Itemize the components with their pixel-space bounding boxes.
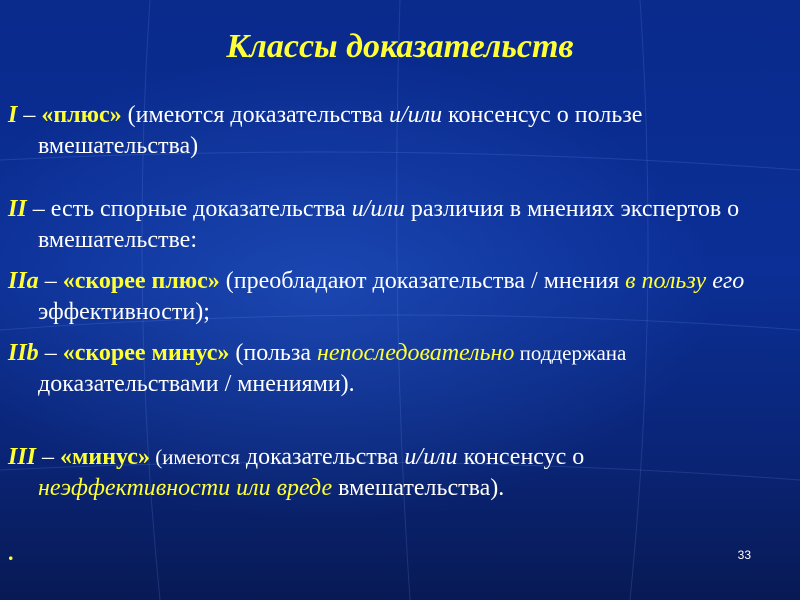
- class-code: III: [8, 444, 37, 470]
- class-iii-item: III – «минус» (имеются доказательства и/или консенсус о неэффективности или вреде вмешательства).: [8, 444, 585, 501]
- footer-dot: .: [8, 540, 14, 565]
- page-number: 33: [737, 548, 751, 562]
- slide-title: Классы доказательств: [226, 28, 574, 65]
- class-label: «плюс»: [41, 102, 122, 128]
- class-label: «минус»: [60, 444, 150, 470]
- class-code: II: [8, 196, 27, 222]
- class-code: IIa: [8, 268, 39, 294]
- class-code: I: [8, 102, 18, 128]
- class-code: IIb: [8, 340, 39, 366]
- evidence-classes-list: [8, 100, 768, 504]
- class-label: «скорее минус»: [62, 340, 230, 366]
- class-iib-item: IIb – «скорее минус» (польза непоследовательно поддержана доказательствами / мнениями).: [8, 340, 627, 397]
- class-iia-item: IIa – «скорее плюс» (преобладают доказательства / мнения в пользу его эффективности);: [8, 268, 745, 325]
- class-ii-item: II – есть спорные доказательства и/или различия в мнениях экспертов о вмешательстве:: [8, 196, 740, 253]
- class-label: «скорее плюс»: [62, 268, 220, 294]
- class-i-item: I – «плюс» (имеются доказательства и/или консенсус о пользе вмешательства): [8, 102, 643, 159]
